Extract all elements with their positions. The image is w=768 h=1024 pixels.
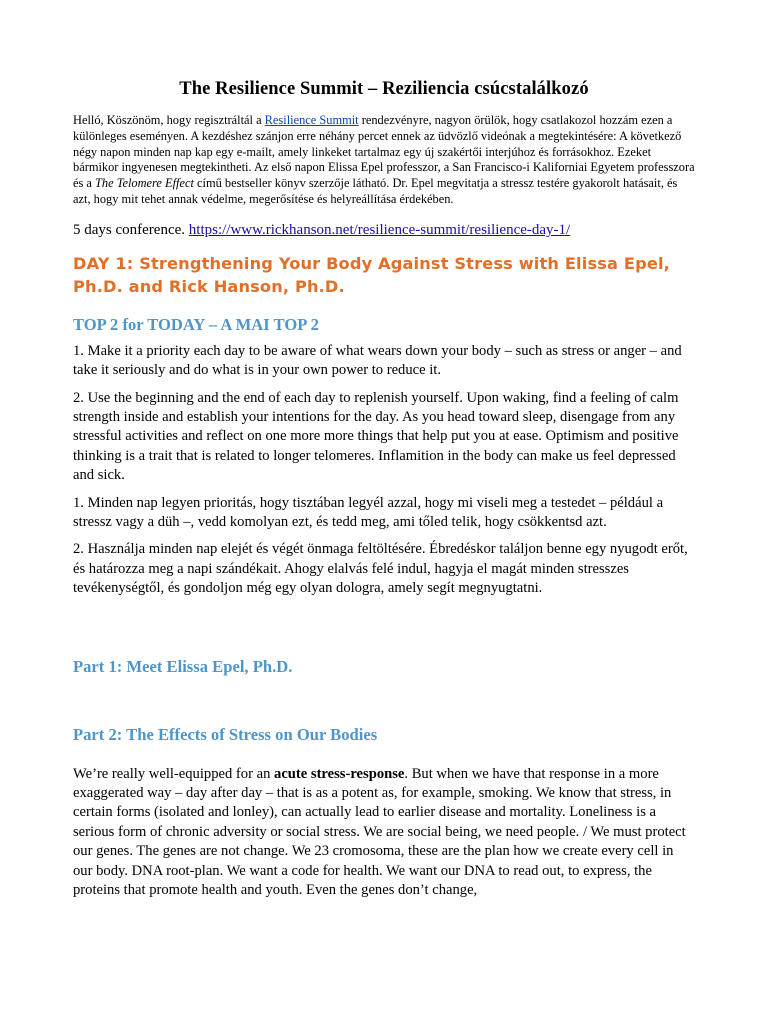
conference-line [73,221,695,239]
part2-paragraph [73,765,695,901]
resilience-summit-link[interactable]: Resilience Summit [264,113,359,127]
page-title: The Resilience Summit – Reziliencia csúcstalálkozó [179,79,589,99]
part1-heading: Part 1: Meet Elissa Epel, Ph.D. [73,656,293,676]
paragraph-hu-2: 2. Használja minden nap elejét és végét önmaga feltöltésére. Ébredéskor találjon benne egy nyugodt erőt, és határozza meg a napi szándékait. Ahogy elalvás felé indul, hagyja el magát minden stresszes tevékenységtől, és gondoljon még egy olyan dologra, amely segít megnyugtatni. [73,541,688,597]
part2-text-2: . But when we have that response in a more exaggerated way – day after day – that is as a potent as, for example, smoking. We know that stress, in certain forms (isolated and lonley), can actually lead to earlier disease and mortality. Loneliness is a serious form of chronic adversity or social stress. We are social being, we need people. / We must protect our genes. The genes are not change. We 23 cromosoma, these are the plan how we create every cell in our body. DNA root-plan. We want a code for health. We want our DNA to read out, to express, the proteins that promote health and youth. Even the genes don’t change, [73,765,686,899]
day1-heading: DAY 1: Strengthening Your Body Against Stress with Elissa Epel, Ph.D. and Rick Hanson, Ph.D. [73,253,670,296]
intro-paragraph [73,113,695,208]
paragraph-hu-1: 1. Minden nap legyen prioritás, hogy tisztában legyél azzal, hogy mi viseli meg a testedet – például a stressz vagy a düh –, vedd komolyan ezt, és tedd meg, ami tőled telik, hogy csökkentsd azt. [73,494,664,531]
acute-stress-response-term: acute stress-response [274,765,405,782]
top2-heading: TOP 2 for TODAY – A MAI TOP 2 [73,314,319,334]
conference-url-link[interactable]: https://www.rickhanson.net/resilience-summit/resilience-day-1/ [188,221,571,238]
paragraph-en-1: 1. Make it a priority each day to be aware of what wears down your body – such as stress or anger – and take it seriously and do what is in your own power to reduce it. [73,342,682,379]
paragraph-en-2: 2. Use the beginning and the end of each day to replenish yourself. Upon waking, find a feeling of calm strength inside and establish your intentions for the day. As you head toward sleep, disengage from any stressful activities and reflect on one more more things that help put you at ease. Optimism and positive thinking is a trait that is related to longer telomeres. Inflamition in the body can make us feel depressed and sick. [73,389,679,484]
intro-text-1: Helló, Köszönöm, hogy regisztráltál a [73,113,265,127]
document-content [73,76,695,901]
part2-heading: Part 2: The Effects of Stress on Our Bodies [73,724,378,744]
conference-label: 5 days conference. [73,221,189,238]
book-title: The Telomere Effect [95,176,194,191]
intro-text-2: rendezvényre, nagyon örülök, hogy csatlakozol hozzám ezen a különleges eseményen. A kezdéshez szánjon erre néhány percet ennek az üdvözlő videónak a megtekintésére: A következő négy napon minden nap kap egy e-mailt, amely linkeket tartalmaz egy új szakértői interjúhoz és forrásokhoz. Ezeket bármikor ingyenesen megtekintheti. Az első napon Elissa Epel professzor, a San Francisco-i Kaliforniai Egyetem professzora és a [73,113,695,191]
part2-text-1: We’re really well-equipped for an [73,765,275,782]
intro-text-3: című bestseller könyv szerzője látható. Dr. Epel megvitatja a stressz testére gyakorolt hatásait, és azt, hogy mit tehet annak védelme, megerősítése és helyreállítása érdekében. [73,176,678,206]
